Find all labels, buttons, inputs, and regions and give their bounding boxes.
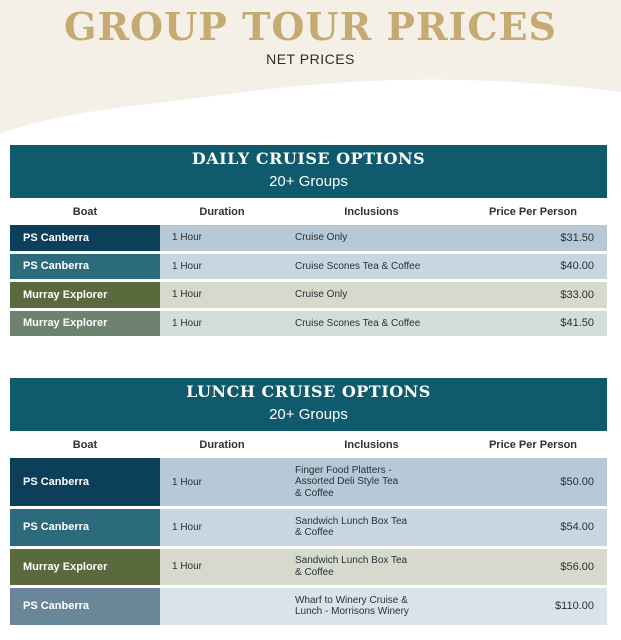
duration: 1 Hour [172,232,203,244]
daily-section-subtitle: 20+ Groups [269,173,348,190]
inclusions-line: Sandwich Lunch Box Tea [295,555,408,567]
column-header-inclusions: Inclusions [344,205,399,218]
daily-column-headers [10,198,607,225]
price: $41.50 [560,317,594,330]
page-subtitle: NET PRICES [266,51,355,67]
price: $56.00 [560,560,594,573]
duration: 1 Hour [172,476,203,488]
inclusions-line: Finger Food Platters - [295,464,392,476]
lunch-column-headers [10,431,607,458]
column-header-inclusions: Inclusions [344,438,399,451]
column-header-duration: Duration [199,438,245,451]
inclusions [283,465,483,500]
table-row [10,282,607,311]
duration: 1 Hour [172,521,203,533]
table-row [10,588,607,628]
inclusions [283,516,483,539]
table-row [10,254,607,283]
price: $31.50 [560,231,594,244]
table-row [10,509,607,549]
header-banner [0,0,621,140]
column-header-duration: Duration [199,205,245,218]
inclusions-line: Assorted Deli Style Tea [295,476,399,488]
inclusions: Cruise Scones Tea & Coffee [295,317,421,329]
table-row [10,458,607,509]
lunch-section-header [10,378,607,431]
inclusions [283,555,483,578]
daily-section-title: DAILY CRUISE OPTIONS [191,149,426,168]
inclusions: Cruise Only [295,232,348,243]
inclusions-line: & Coffee [295,527,334,539]
price: $33.00 [560,288,594,301]
inclusions-line: & Coffee [295,566,334,578]
price: $110.00 [555,600,594,613]
table-row [10,311,607,340]
boat-name: Murray Explorer [10,311,160,337]
page-title: GROUP TOUR PRICES [64,4,557,49]
boat-name: PS Canberra [10,458,160,506]
price: $54.00 [560,521,594,534]
boat-name: PS Canberra [10,588,160,625]
daily-cruise-section [10,145,607,339]
inclusions-line: Sandwich Lunch Box Tea [295,515,408,527]
table-row [10,225,607,254]
lunch-cruise-section [10,378,607,628]
lunch-section-subtitle: 20+ Groups [269,406,348,423]
price: $50.00 [560,476,594,488]
lunch-section-title: LUNCH CRUISE OPTIONS [186,382,431,401]
price: $40.00 [560,260,594,273]
column-header-price: Price Per Person [488,205,578,218]
duration: 1 Hour [172,260,203,272]
boat-name: Murray Explorer [10,282,160,308]
boat-name: PS Canberra [10,254,160,280]
inclusions [283,595,483,618]
duration: 1 Hour [172,317,203,329]
column-header-boat: Boat [72,205,98,218]
boat-name: PS Canberra [10,509,160,546]
boat-name: PS Canberra [10,225,160,251]
column-header-price: Price Per Person [488,438,578,451]
table-row [10,549,607,589]
daily-section-header [10,145,607,198]
duration: 1 Hour [172,561,203,573]
inclusions: Cruise Only [295,289,348,300]
inclusions-line: & Coffee [295,487,334,499]
inclusions: Cruise Scones Tea & Coffee [295,260,421,272]
duration: 1 Hour [172,289,203,301]
boat-name: Murray Explorer [10,549,160,586]
inclusions-line: Wharf to Winery Cruise & [295,594,408,606]
column-header-boat: Boat [72,438,98,451]
inclusions-line: Lunch - Morrisons Winery [295,606,409,618]
